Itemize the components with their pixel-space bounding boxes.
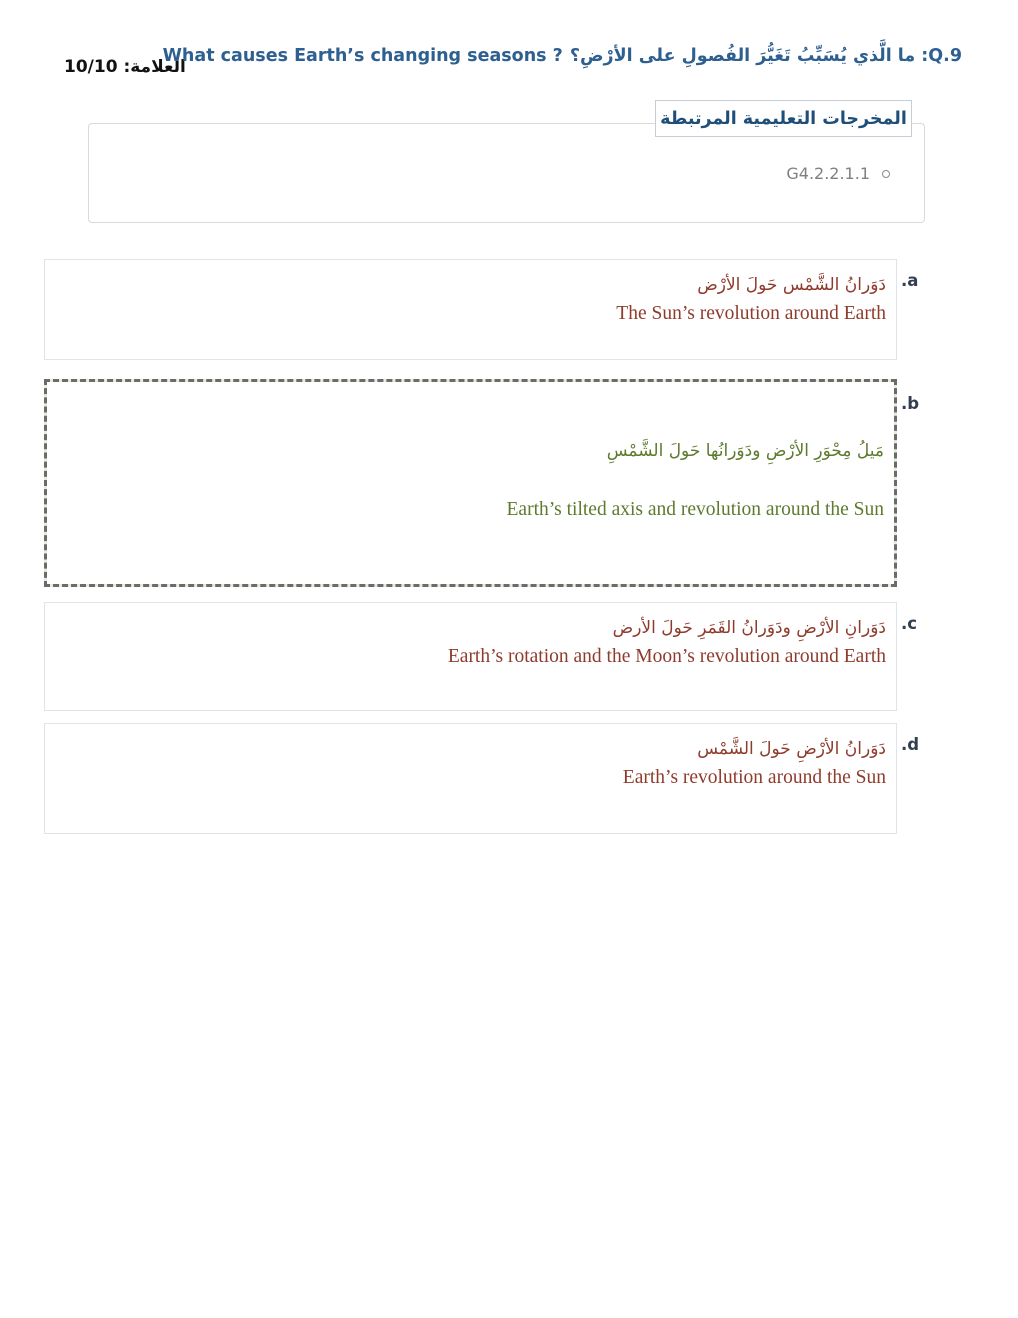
option-box-c[interactable] (44, 602, 897, 711)
learning-outcomes-box (88, 123, 925, 223)
option-d-text-arabic: دَوَرانُ الأرْضِ حَولَ الشَّمْس (697, 739, 886, 759)
option-c-text-english: Earth’s rotation and the Moon’s revolution around Earth (447, 646, 886, 667)
learning-outcome-code: G4.2.2.1.1 (786, 164, 870, 183)
option-b-text-arabic: مَيلُ مِحْوَرِ الأرْضِ ودَوَرانُها حَولَ الشَّمْسِ (606, 441, 884, 461)
answer-option-b-selected-correct (44, 379, 920, 587)
option-letter-b: b. (901, 394, 920, 413)
answer-option-d (44, 723, 920, 834)
answer-option-c (44, 602, 918, 711)
option-a-text-english: The Sun’s revolution around Earth (616, 303, 886, 324)
option-c-text-arabic: دَوَرانِ الأرْضِ ودَوَرانُ القَمَرِ حَولَ الأرض (612, 618, 886, 638)
option-letter-a: a. (901, 271, 919, 290)
question-text-english: What causes Earth’s changing seasons ? (162, 46, 563, 66)
question-text-arabic: Q.9: ما الَّذي يُسَبِّبُ تَغَيُّرَ الفُصولِ على الأرْضِ؟ (569, 46, 962, 66)
option-box-d[interactable] (44, 723, 897, 834)
learning-outcomes-title: المخرجات التعليمية المرتبطة (655, 100, 912, 137)
option-letter-d: d. (901, 735, 920, 754)
option-letter-c: c. (901, 614, 918, 633)
score-label: العلامة: 10/10 (64, 57, 186, 77)
question-heading (163, 46, 962, 66)
circle-bullet-icon (882, 170, 890, 178)
option-b-text-english: Earth’s tilted axis and revolution around the Sun (506, 499, 884, 520)
option-box-a[interactable] (44, 259, 897, 360)
learning-outcome-item (786, 164, 890, 183)
option-a-text-arabic: دَوَرانُ الشَّمْس حَولَ الأرْض (697, 275, 886, 295)
answer-option-a (44, 259, 919, 360)
option-box-b[interactable] (44, 379, 897, 587)
option-d-text-english: Earth’s revolution around the Sun (622, 767, 886, 788)
